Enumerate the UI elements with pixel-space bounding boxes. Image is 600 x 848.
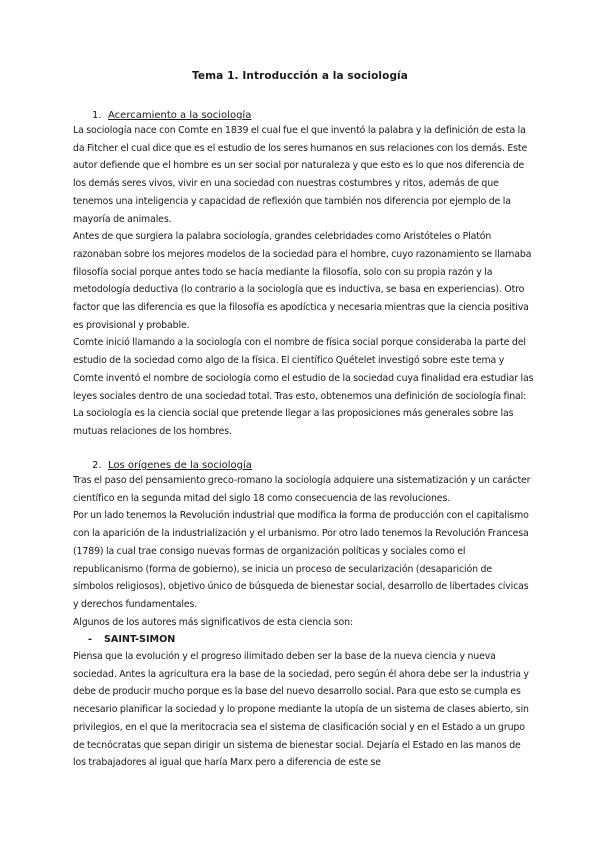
paragraph: La sociología nace con Comte en 1839 el cual fue el que inventó la palabra y la definición de esta la da Fitcher el cual dice que es el estudio de los seres humanos en sus relaciones con los demás. Este autor defiende que el hombre es un ser social por naturaleza y que esto es lo que nos diferencia de los demás seres vivos, vivir en una sociedad con nuestras costumbres y ritos, además de que tenemos una inteligencia y capacidad de reflexión que también nos diferencia por ejemplo de la mayoría de animales.	[73, 125, 528, 225]
bullet-dash: -	[88, 634, 92, 645]
section-1-title: Acercamiento a la sociología	[108, 110, 252, 121]
section-2-number: 2.	[92, 460, 102, 471]
section-1-number: 1.	[92, 110, 102, 121]
paragraph: Antes de que surgiera la palabra sociología, grandes celebridades como Aristóteles o Platón razonaban sobre los mejores modelos de la sociedad para el hombre, cuyo razonamiento se llamaba filosofía social porque antes todo se hacía mediante la filosofía, solo con su propia razón y la metodología deductiva (lo contrario a la sociología que es inductiva, se basa en experiencias). Otro factor que las diferencia es que la filosofía es apodíctica y necesaria mientras que la ciencia positiva es provisional y probable.	[73, 231, 532, 331]
section-1-body	[73, 122, 535, 441]
section-2-heading	[92, 458, 252, 473]
section-2-title: Los orígenes de la sociología	[108, 460, 252, 471]
author-heading	[88, 632, 175, 647]
paragraph: Tras el paso del pensamiento greco-romano la sociología adquiere una sistematización y un carácter científico en la segunda mitad del siglo 18 como consecuencia de las revoluciones.	[73, 475, 531, 504]
paragraph: Piensa que la evolución y el progreso ilimitado deben ser la base de la nueva ciencia y nueva sociedad. Antes la agricultura era la base de la sociedad, pero según él ahora debe ser la industria y debe de producir mucho porque es la base del nuevo desarrollo social. Para que esto se cumpla es necesario planificar la sociedad y lo propone mediante la utopía de un sistema de clases abierto, sin privilegios, en el que la meritocracia sea el sistema de clasificación social y en el Estado a un grupo de tecnócratas que sepan dirigir un sistema de bienestar social. Dejaría el Estado en las manos de los trabajadores al igual que haría Marx pero a diferencia de este se	[73, 651, 529, 769]
paragraph: Por un lado tenemos la Revolución industrial que modifica la forma de producción con el capitalismo con la aparición de la industrialización y el urbanismo. Por otro lado tenemos la Revolución Francesa (1789) la cual trae consigo nuevas formas de organización políticas y sociales como el republicanismo (forma de gobierno), se inicia un proceso de secularización (desaparición de símbolos religiosos), objetivo único de búsqueda de bienestar social, desarrollo de libertades cívicas y derechos fundamentales.	[73, 510, 529, 610]
section-1-heading	[92, 108, 251, 123]
author-body	[73, 648, 535, 772]
author-name: SAINT-SIMON	[104, 634, 176, 645]
document-title: Tema 1. Introducción a la sociología	[192, 70, 408, 82]
paragraph: Comte inició llamando a la sociología con el nombre de física social porque consideraba la parte del estudio de la sociedad como algo de la física. El científico Quételet investigó sobre este tema y Comte inventó el nombre de sociología como el estudio de la sociedad cuya finalidad era estudiar las leyes sociales dentro de una sociedad total. Tras esto, obtenemos una definición de sociología final: La sociología es la ciencia social que pretende llegar a las proposiciones más generales sobre las mutuas relaciones de los hombres.	[73, 337, 534, 437]
section-2-body	[73, 472, 535, 631]
paragraph: Algunos de los autores más significativos de esta ciencia son:	[73, 616, 353, 628]
